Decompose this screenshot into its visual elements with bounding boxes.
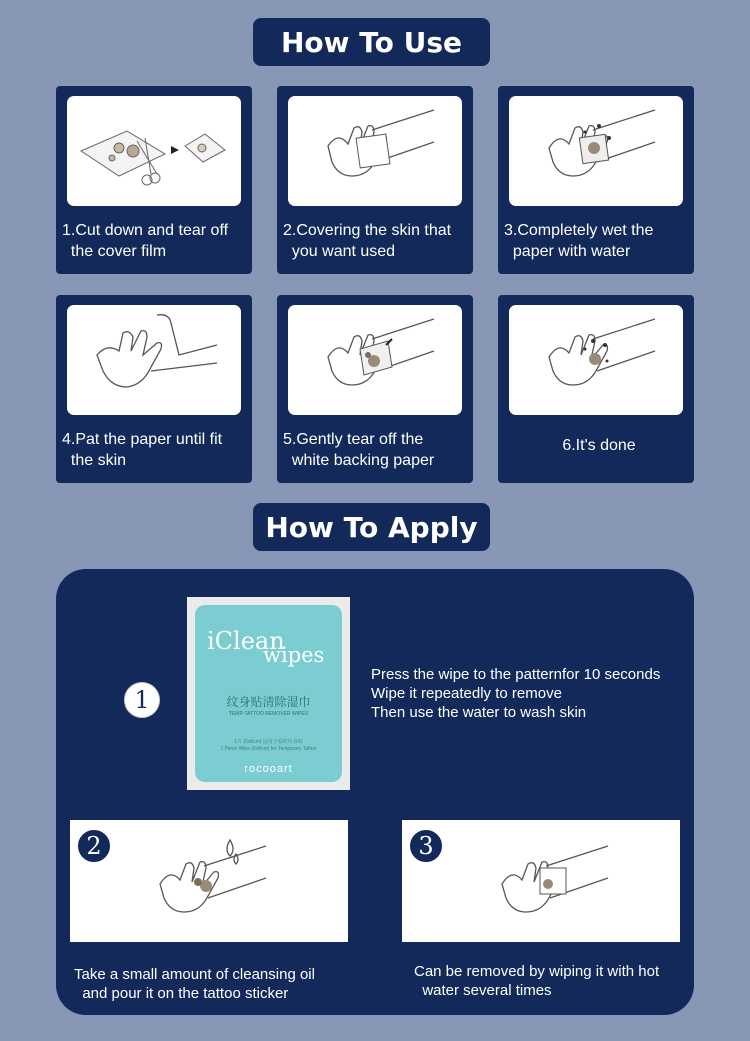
apply-step-3-text: Can be removed by wiping it with hot water several times xyxy=(414,963,660,999)
step-2-caption: 2.Covering the skin that you want used xyxy=(283,222,452,260)
wipe-label xyxy=(195,605,342,782)
wipe-fine-print-1: 1片 (6x8cm) 适用于临时纹身贴 xyxy=(234,739,303,745)
step-6-caption: 6.It's done xyxy=(562,437,636,454)
step-card-4 xyxy=(56,295,252,483)
cut-film-illustration xyxy=(67,96,241,206)
step-card-2 xyxy=(277,86,473,274)
wipe-fine-print-2: 1 Piece Wipe (6x8cm) for Temporary Tattoo xyxy=(220,746,317,752)
step-card-3 xyxy=(498,86,694,274)
apply-step-2-number: 2 xyxy=(76,828,112,864)
apply-step-3-image xyxy=(402,820,680,942)
step-card-6 xyxy=(498,295,694,483)
tear-backing-illustration xyxy=(288,305,462,415)
apply-step-2-image xyxy=(70,820,348,942)
wipe-packet xyxy=(187,597,350,790)
how-to-use-title: How To Use xyxy=(253,18,490,66)
apply-step-1-text: Press the wipe to the patternfor 10 seconds Wipe it repeatedly to remove Then use the water to wash skin xyxy=(371,666,661,721)
cover-skin-illustration xyxy=(288,96,462,206)
apply-step-3-number: 3 xyxy=(408,828,444,864)
step-5-caption: 5.Gently tear off the white backing paper xyxy=(283,431,435,469)
step-card-1 xyxy=(56,86,252,274)
wipe-subtitle: TEMP-TATTOO REMOVER WIPES xyxy=(228,711,309,717)
step-card-5 xyxy=(277,295,473,483)
wipe-brand-line1: iClean xyxy=(207,627,285,655)
apply-panel xyxy=(56,569,694,1015)
step-1-caption: 1.Cut down and tear off the cover film xyxy=(62,222,229,260)
wipe-logo: rocooart xyxy=(244,763,293,775)
wipe-brand-line2: wipes xyxy=(263,643,325,667)
apply-step-2-text: Take a small amount of cleansing oil and pour it on the tattoo sticker xyxy=(74,966,315,1002)
step-4-caption: 4.Pat the paper until fit the skin xyxy=(62,431,223,469)
wet-paper-illustration xyxy=(509,96,683,206)
wipe-chinese-name: 纹身贴清除湿巾 xyxy=(226,695,311,709)
step-3-caption: 3.Completely wet the paper with water xyxy=(504,222,654,260)
apply-step-1-number: 1 xyxy=(124,682,160,718)
done-illustration xyxy=(509,305,683,415)
how-to-apply-title: How To Apply xyxy=(253,503,490,551)
pat-paper-illustration xyxy=(67,305,241,415)
